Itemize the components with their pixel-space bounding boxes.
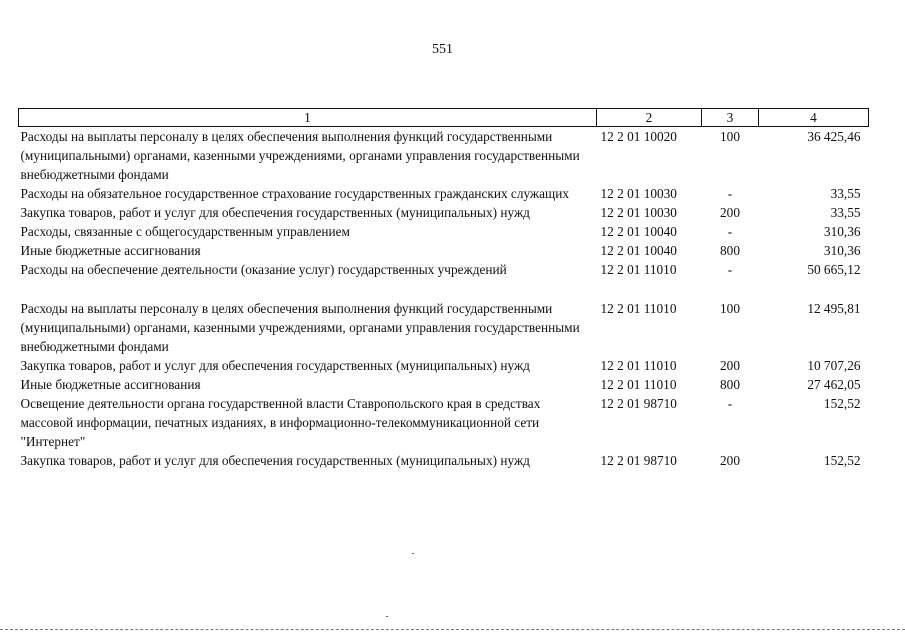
row-expense-type: 200 <box>720 453 740 468</box>
row-spacer <box>19 279 869 299</box>
row-amount: 50 665,12 <box>807 262 861 277</box>
row-expense-type: - <box>727 396 733 411</box>
row-expense-type: - <box>727 262 733 277</box>
row-description: Закупка товаров, работ и услуг для обеспечения государственных (муниципальных) нужд <box>20 358 530 373</box>
row-amount: 310,36 <box>823 243 861 258</box>
table-row <box>19 203 869 222</box>
header-col-4: 4 <box>759 109 869 127</box>
row-amount: 33,55 <box>830 205 861 220</box>
table-row <box>19 299 869 356</box>
row-amount: 33,55 <box>830 186 861 201</box>
row-code: 12 2 01 10020 <box>600 129 677 144</box>
header-col-1: 1 <box>19 109 597 127</box>
scan-edge-rule <box>0 629 905 631</box>
row-expense-type: 200 <box>720 358 740 373</box>
table-row <box>19 451 869 470</box>
table-row <box>19 127 869 185</box>
row-amount: 152,52 <box>823 453 861 468</box>
row-description: Закупка товаров, работ и услуг для обеспечения государственных (муниципальных) нужд <box>20 205 530 220</box>
table-row <box>19 375 869 394</box>
row-description: Расходы на выплаты персоналу в целях обеспечения выполнения функций государственными (муниципальными) органами, казенными учреждениями, органами управления государственными внебюджетными фондами <box>20 301 580 354</box>
row-description: Закупка товаров, работ и услуг для обеспечения государственных (муниципальных) нужд <box>20 453 530 468</box>
scan-speck <box>386 616 388 617</box>
row-code: 12 2 01 10040 <box>600 243 677 258</box>
row-expense-type: - <box>727 224 733 239</box>
row-description: Расходы на обязательное государственное страхование государственных гражданских служащих <box>20 186 570 201</box>
row-amount: 152,52 <box>823 396 861 411</box>
row-amount: 36 425,46 <box>807 129 861 144</box>
table-row <box>19 241 869 260</box>
budget-table-container <box>18 108 868 470</box>
row-amount: 310,36 <box>823 224 861 239</box>
row-description: Иные бюджетные ассигнования <box>20 243 201 258</box>
budget-table <box>18 108 869 470</box>
row-amount: 10 707,26 <box>807 358 861 373</box>
row-code: 12 2 01 10040 <box>600 224 677 239</box>
row-description: Освещение деятельности органа государственной власти Ставропольского края в средствах массовой информации, печатных изданиях, в информационно-телекоммуникационной сети "Интернет" <box>20 396 541 449</box>
row-expense-type: 200 <box>720 205 740 220</box>
row-description: Расходы на обеспечение деятельности (оказание услуг) государственных учреждений <box>20 262 507 277</box>
row-description: Иные бюджетные ассигнования <box>20 377 201 392</box>
spacer-cell <box>19 279 869 299</box>
table-row <box>19 394 869 451</box>
row-code: 12 2 01 11010 <box>600 262 677 277</box>
page-number: 551 <box>432 42 453 57</box>
row-code: 12 2 01 10030 <box>600 186 677 201</box>
scan-speck <box>412 553 414 554</box>
row-expense-type: 100 <box>720 301 740 316</box>
row-expense-type: - <box>727 186 733 201</box>
header-col-2: 2 <box>597 109 702 127</box>
row-code: 12 2 01 11010 <box>600 301 677 316</box>
row-expense-type: 800 <box>720 243 740 258</box>
row-code: 12 2 01 98710 <box>600 396 677 411</box>
table-row <box>19 222 869 241</box>
row-description: Расходы на выплаты персоналу в целях обеспечения выполнения функций государственными (муниципальными) органами, казенными учреждениями, органами управления государственными внебюджетными фондами <box>20 129 580 182</box>
row-expense-type: 800 <box>720 377 740 392</box>
table-row <box>19 356 869 375</box>
row-code: 12 2 01 11010 <box>600 377 677 392</box>
table-row <box>19 184 869 203</box>
row-code: 12 2 01 11010 <box>600 358 677 373</box>
row-description: Расходы, связанные с общегосударственным управлением <box>20 224 350 239</box>
header-col-3: 3 <box>702 109 759 127</box>
row-code: 12 2 01 10030 <box>600 205 677 220</box>
row-amount: 27 462,05 <box>807 377 861 392</box>
row-amount: 12 495,81 <box>807 301 861 316</box>
row-expense-type: 100 <box>720 129 740 144</box>
row-code: 12 2 01 98710 <box>600 453 677 468</box>
table-row <box>19 260 869 279</box>
header-row <box>19 109 869 127</box>
